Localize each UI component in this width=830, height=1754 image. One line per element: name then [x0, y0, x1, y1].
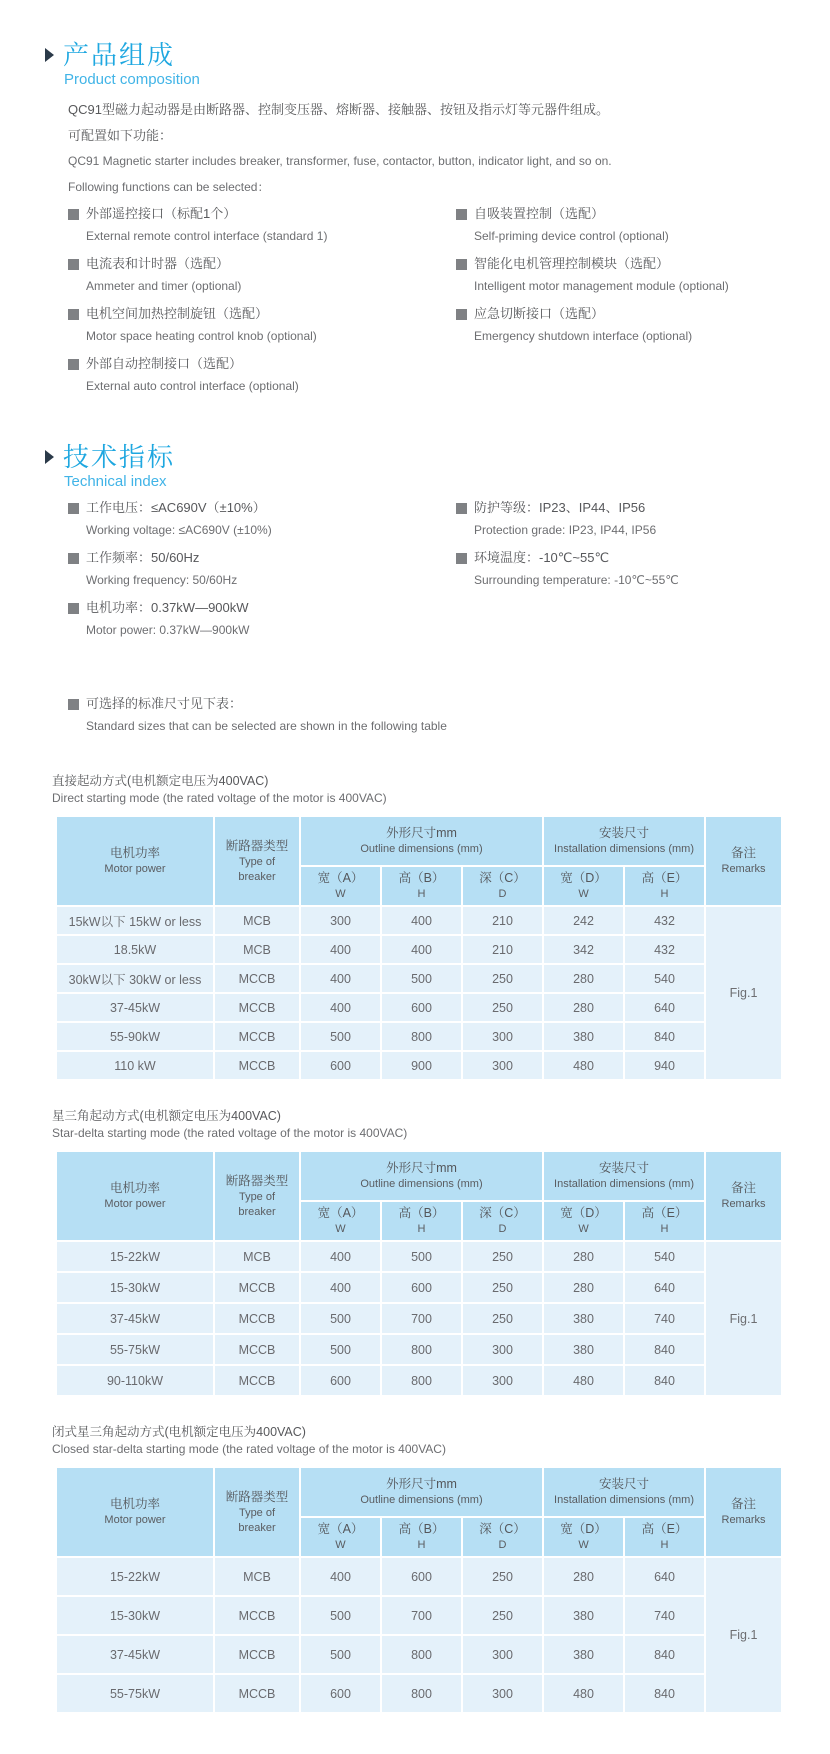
dimension-column-header: 宽（D） W — [544, 867, 623, 905]
table-cell: MCCB — [215, 1052, 299, 1079]
table-cell: 840 — [625, 1636, 704, 1673]
table-cell: 400 — [301, 965, 380, 992]
standard-sizes-note-wrap — [68, 696, 790, 746]
table-cell: 250 — [463, 1597, 542, 1634]
square-bullet-icon — [456, 503, 467, 514]
table-cell: 380 — [544, 1304, 623, 1333]
feature-text-zh: 自吸装置控制（选配） — [474, 206, 605, 221]
installation-dimensions-header: 安装尺寸 Installation dimensions (mm) — [544, 1152, 704, 1200]
table-row — [57, 994, 781, 1021]
intro-line: QC91型磁力起动器是由断路器、控制变压器、熔断器、接触器、按钮及指示灯等元器件组成。 — [68, 102, 609, 117]
table-cell: 55-75kW — [57, 1335, 213, 1364]
table-cell: 432 — [625, 907, 704, 934]
square-bullet-icon — [456, 309, 467, 320]
dimension-column-header: 高（B） H — [382, 1518, 461, 1556]
table-caption-zh: 星三角起动方式(电机额定电压为400VAC) — [52, 1109, 281, 1123]
table-caption — [52, 1107, 790, 1142]
table-row — [57, 1023, 781, 1050]
installation-dimensions-header: 安装尺寸 Installation dimensions (mm) — [544, 817, 704, 865]
feature-item — [456, 256, 790, 293]
table-row — [57, 1273, 781, 1302]
table-cell: MCCB — [215, 1366, 299, 1395]
table-cell: 740 — [625, 1304, 704, 1333]
feature-item — [68, 356, 456, 393]
table-cell: 300 — [463, 1023, 542, 1050]
table-caption-en: Closed star-delta starting mode (the rated voltage of the motor is 400VAC) — [52, 1442, 446, 1456]
table-cell: 500 — [301, 1335, 380, 1364]
feature-text-en: Motor power: 0.37kW—900kW — [86, 623, 250, 637]
dimension-column-header: 宽（A） W — [301, 1202, 380, 1240]
table-cell: 37-45kW — [57, 1636, 213, 1673]
table-cell: 30kW以下 30kW or less — [57, 965, 213, 992]
table-row — [57, 1052, 781, 1079]
table-cell: 300 — [301, 907, 380, 934]
table-cell: 300 — [463, 1335, 542, 1364]
table-cell: MCB — [215, 936, 299, 963]
square-bullet-icon — [456, 259, 467, 270]
intro-line: Following functions can be selected： — [68, 180, 270, 194]
feature-text-en: Emergency shutdown interface (optional) — [474, 329, 693, 343]
note-text-en: Standard sizes that can be selected are shown in the following table — [86, 719, 447, 733]
table-cell: MCCB — [215, 1273, 299, 1302]
section-title-zh: 技术指标 — [63, 442, 176, 472]
feature-text-en: Motor space heating control knob (optional) — [86, 329, 317, 343]
table-cell: 500 — [382, 965, 461, 992]
table-cell: 55-90kW — [57, 1023, 213, 1050]
table-cell: 700 — [382, 1304, 461, 1333]
square-bullet-icon — [68, 503, 79, 514]
table-cell: 480 — [544, 1366, 623, 1395]
dimension-column-header: 高（B） H — [382, 867, 461, 905]
table-cell: 600 — [301, 1366, 380, 1395]
table-cell: 900 — [382, 1052, 461, 1079]
table-cell: 600 — [301, 1052, 380, 1079]
table-cell: 640 — [625, 994, 704, 1021]
dimension-column-header: 高（B） H — [382, 1202, 461, 1240]
table-cell: 342 — [544, 936, 623, 963]
feature-item — [456, 550, 790, 587]
table-cell: 15-30kW — [57, 1597, 213, 1634]
table-cell: 37-45kW — [57, 1304, 213, 1333]
table-cell: MCCB — [215, 1675, 299, 1712]
feature-item — [68, 256, 456, 293]
table-cell: 280 — [544, 965, 623, 992]
direct-starting-table — [55, 815, 790, 1081]
table-row — [57, 936, 781, 963]
triangle-bullet-icon — [45, 48, 54, 62]
table-cell: 250 — [463, 1304, 542, 1333]
table-cell: 300 — [463, 1052, 542, 1079]
feature-item — [68, 550, 456, 587]
feature-text-en: Protection grade: IP23, IP44, IP56 — [474, 523, 657, 537]
technical-index-header — [45, 442, 790, 490]
table-cell: 250 — [463, 1558, 542, 1595]
section-title-en: Technical index — [64, 473, 167, 490]
table-cell: 400 — [382, 907, 461, 934]
table-cell: 480 — [544, 1675, 623, 1712]
table-cell: MCB — [215, 1242, 299, 1271]
table-row — [57, 907, 781, 934]
remarks-cell: Fig.1 — [706, 1558, 781, 1712]
table-cell: 300 — [463, 1366, 542, 1395]
table-cell: 800 — [382, 1335, 461, 1364]
table-cell: 400 — [301, 994, 380, 1021]
table-cell: 840 — [625, 1335, 704, 1364]
remarks-cell: Fig.1 — [706, 907, 781, 1079]
dimension-column-header: 宽（A） W — [301, 1518, 380, 1556]
dimension-column-header: 高（E） H — [625, 1202, 704, 1240]
product-composition-section — [45, 40, 790, 406]
feature-text-zh: 智能化电机管理控制模块（选配） — [474, 256, 670, 271]
table-cell: 210 — [463, 907, 542, 934]
table-cell: MCB — [215, 907, 299, 934]
table-cell: 800 — [382, 1366, 461, 1395]
table-row — [57, 1597, 781, 1634]
dimension-column-header: 深（C） D — [463, 1202, 542, 1240]
dimension-column-header: 宽（A） W — [301, 867, 380, 905]
feature-text-zh: 电机空间加热控制旋钮（选配） — [86, 306, 269, 321]
feature-text-zh: 外部遥控接口（标配1个） — [86, 206, 237, 221]
table-cell: 400 — [382, 936, 461, 963]
table-cell: 600 — [301, 1675, 380, 1712]
feature-text-zh: 应急切断接口（选配） — [474, 306, 605, 321]
table-cell: 300 — [463, 1675, 542, 1712]
table-caption — [52, 1423, 790, 1458]
spec-column-left — [68, 500, 456, 650]
table-cell: 15-30kW — [57, 1273, 213, 1302]
dimension-column-header: 深（C） D — [463, 1518, 542, 1556]
feature-text-en: Working voltage: ≤AC690V (±10%) — [86, 523, 272, 537]
table-cell: 250 — [463, 994, 542, 1021]
table-cell: 280 — [544, 1558, 623, 1595]
note-text-zh: 可选择的标准尺寸见下表： — [86, 696, 243, 711]
breaker-type-header: 断路器类型 Type of breaker — [215, 1152, 299, 1240]
remarks-header: 备注 Remarks — [706, 1152, 781, 1240]
square-bullet-icon — [456, 553, 467, 564]
star-delta-starting-table — [55, 1150, 790, 1397]
table-cell: MCCB — [215, 994, 299, 1021]
dimension-column-header: 高（E） H — [625, 867, 704, 905]
table-row — [57, 1335, 781, 1364]
table-row — [57, 965, 781, 992]
table-cell: 210 — [463, 936, 542, 963]
table-cell: 600 — [382, 994, 461, 1021]
outline-dimensions-header: 外形尺寸mm Outline dimensions (mm) — [301, 817, 542, 865]
table-cell: 55-75kW — [57, 1675, 213, 1712]
feature-item — [68, 500, 456, 537]
spec-columns — [68, 500, 790, 650]
table-cell: 600 — [382, 1273, 461, 1302]
feature-text-en: Intelligent motor management module (optional) — [474, 279, 729, 293]
table-cell: 15-22kW — [57, 1558, 213, 1595]
table-cell: 500 — [301, 1636, 380, 1673]
table-cell: 400 — [301, 1558, 380, 1595]
table-cell: 500 — [301, 1023, 380, 1050]
table-cell: 18.5kW — [57, 936, 213, 963]
table-cell: 110 kW — [57, 1052, 213, 1079]
table-cell: 250 — [463, 965, 542, 992]
closed-star-delta-starting-table — [55, 1466, 790, 1714]
table-cell: 37-45kW — [57, 994, 213, 1021]
square-bullet-icon — [68, 553, 79, 564]
table-row — [57, 1366, 781, 1395]
square-bullet-icon — [68, 259, 79, 270]
feature-item — [456, 206, 790, 243]
table-cell: 432 — [625, 936, 704, 963]
section-title-en: Product composition — [64, 71, 200, 88]
table-cell: 250 — [463, 1242, 542, 1271]
table-cell: 280 — [544, 994, 623, 1021]
feature-text-en: Working frequency: 50/60Hz — [86, 573, 238, 587]
feature-text-zh: 电流表和计时器（选配） — [86, 256, 230, 271]
table-cell: 280 — [544, 1273, 623, 1302]
dimension-column-header: 宽（D） W — [544, 1518, 623, 1556]
square-bullet-icon — [68, 603, 79, 614]
table-cell: 280 — [544, 1242, 623, 1271]
table-cell: MCCB — [215, 1304, 299, 1333]
table-cell: 500 — [301, 1597, 380, 1634]
table-cell: 800 — [382, 1636, 461, 1673]
triangle-bullet-icon — [45, 450, 54, 464]
table-cell: 250 — [463, 1273, 542, 1302]
feature-text-en: External auto control interface (optional) — [86, 379, 299, 393]
dimensions-table — [55, 1150, 783, 1397]
feature-column-left — [68, 206, 456, 406]
table-row — [57, 1636, 781, 1673]
table-cell: 800 — [382, 1023, 461, 1050]
remarks-header: 备注 Remarks — [706, 817, 781, 905]
table-row — [57, 1304, 781, 1333]
feature-text-zh: 工作频率：50/60Hz — [86, 550, 200, 565]
square-bullet-icon — [68, 209, 79, 220]
feature-text-en: External remote control interface (standard 1) — [86, 229, 328, 243]
intro-line: QC91 Magnetic starter includes breaker, transformer, fuse, contactor, button, indicator light, and so on. — [68, 154, 612, 168]
table-cell: 500 — [382, 1242, 461, 1271]
table-cell: MCCB — [215, 1636, 299, 1673]
table-cell: 700 — [382, 1597, 461, 1634]
table-cell: 400 — [301, 1273, 380, 1302]
table-cell: 640 — [625, 1558, 704, 1595]
table-row — [57, 1242, 781, 1271]
table-row — [57, 1675, 781, 1712]
table-cell: 540 — [625, 965, 704, 992]
table-cell: 15kW以下 15kW or less — [57, 907, 213, 934]
table-cell: 242 — [544, 907, 623, 934]
table-cell: 840 — [625, 1675, 704, 1712]
feature-columns — [68, 206, 790, 406]
intro-line: 可配置如下功能： — [68, 128, 173, 143]
feature-text-zh: 外部自动控制接口（选配） — [86, 356, 243, 371]
feature-text-en: Self-priming device control (optional) — [474, 229, 669, 243]
table-cell: 380 — [544, 1597, 623, 1634]
feature-item — [456, 306, 790, 343]
spec-column-right — [456, 500, 790, 650]
feature-item — [68, 600, 456, 637]
table-cell: 800 — [382, 1675, 461, 1712]
motor-power-header: 电机功率 Motor power — [57, 1468, 213, 1556]
table-cell: MCCB — [215, 1023, 299, 1050]
table-cell: 840 — [625, 1023, 704, 1050]
section-title-zh: 产品组成 — [63, 40, 176, 70]
square-bullet-icon — [68, 359, 79, 370]
dimension-column-header: 宽（D） W — [544, 1202, 623, 1240]
outline-dimensions-header: 外形尺寸mm Outline dimensions (mm) — [301, 1152, 542, 1200]
table-cell: 300 — [463, 1636, 542, 1673]
table-cell: 400 — [301, 1242, 380, 1271]
table-cell: MCCB — [215, 1335, 299, 1364]
table-cell: 380 — [544, 1023, 623, 1050]
square-bullet-icon — [68, 309, 79, 320]
installation-dimensions-header: 安装尺寸 Installation dimensions (mm) — [544, 1468, 704, 1516]
standard-sizes-note — [68, 696, 447, 733]
square-bullet-icon — [456, 209, 467, 220]
remarks-header: 备注 Remarks — [706, 1468, 781, 1556]
outline-dimensions-header: 外形尺寸mm Outline dimensions (mm) — [301, 1468, 542, 1516]
table-cell: 15-22kW — [57, 1242, 213, 1271]
product-intro — [68, 102, 790, 195]
breaker-type-header: 断路器类型 Type of breaker — [215, 1468, 299, 1556]
table-cell: 380 — [544, 1335, 623, 1364]
feature-item — [68, 206, 456, 243]
table-caption — [52, 772, 790, 807]
table-caption-zh: 直接起动方式(电机额定电压为400VAC) — [52, 774, 269, 788]
table-row — [57, 1558, 781, 1595]
table-cell: MCCB — [215, 965, 299, 992]
motor-power-header: 电机功率 Motor power — [57, 817, 213, 905]
table-cell: 480 — [544, 1052, 623, 1079]
remarks-cell: Fig.1 — [706, 1242, 781, 1395]
dimensions-table — [55, 815, 783, 1081]
table-cell: 400 — [301, 936, 380, 963]
table-cell: MCCB — [215, 1597, 299, 1634]
square-bullet-icon — [68, 699, 79, 710]
table-caption-en: Star-delta starting mode (the rated voltage of the motor is 400VAC) — [52, 1126, 408, 1140]
table-cell: 740 — [625, 1597, 704, 1634]
motor-power-header: 电机功率 Motor power — [57, 1152, 213, 1240]
feature-text-zh: 环境温度：-10℃~55℃ — [474, 550, 610, 565]
feature-text-en: Ammeter and timer (optional) — [86, 279, 242, 293]
dimensions-table — [55, 1466, 783, 1714]
table-cell: 640 — [625, 1273, 704, 1302]
table-cell: 500 — [301, 1304, 380, 1333]
table-cell: MCB — [215, 1558, 299, 1595]
feature-item — [456, 500, 790, 537]
feature-item — [68, 306, 456, 343]
product-composition-header — [45, 40, 790, 88]
table-cell: 380 — [544, 1636, 623, 1673]
table-cell: 540 — [625, 1242, 704, 1271]
feature-column-right — [456, 206, 790, 406]
table-cell: 600 — [382, 1558, 461, 1595]
breaker-type-header: 断路器类型 Type of breaker — [215, 817, 299, 905]
dimension-column-header: 深（C） D — [463, 867, 542, 905]
table-caption-zh: 闭式星三角起动方式(电机额定电压为400VAC) — [52, 1425, 306, 1439]
feature-text-en: Surrounding temperature: -10℃~55℃ — [474, 573, 679, 587]
table-cell: 90-110kW — [57, 1366, 213, 1395]
table-caption-en: Direct starting mode (the rated voltage of the motor is 400VAC) — [52, 791, 387, 805]
feature-text-zh: 电机功率：0.37kW—900kW — [86, 600, 249, 615]
dimension-column-header: 高（E） H — [625, 1518, 704, 1556]
feature-text-zh: 防护等级：IP23、IP44、IP56 — [474, 500, 646, 515]
technical-index-section — [45, 442, 790, 650]
table-cell: 940 — [625, 1052, 704, 1079]
table-cell: 840 — [625, 1366, 704, 1395]
feature-text-zh: 工作电压：≤AC690V（±10%） — [86, 500, 266, 515]
